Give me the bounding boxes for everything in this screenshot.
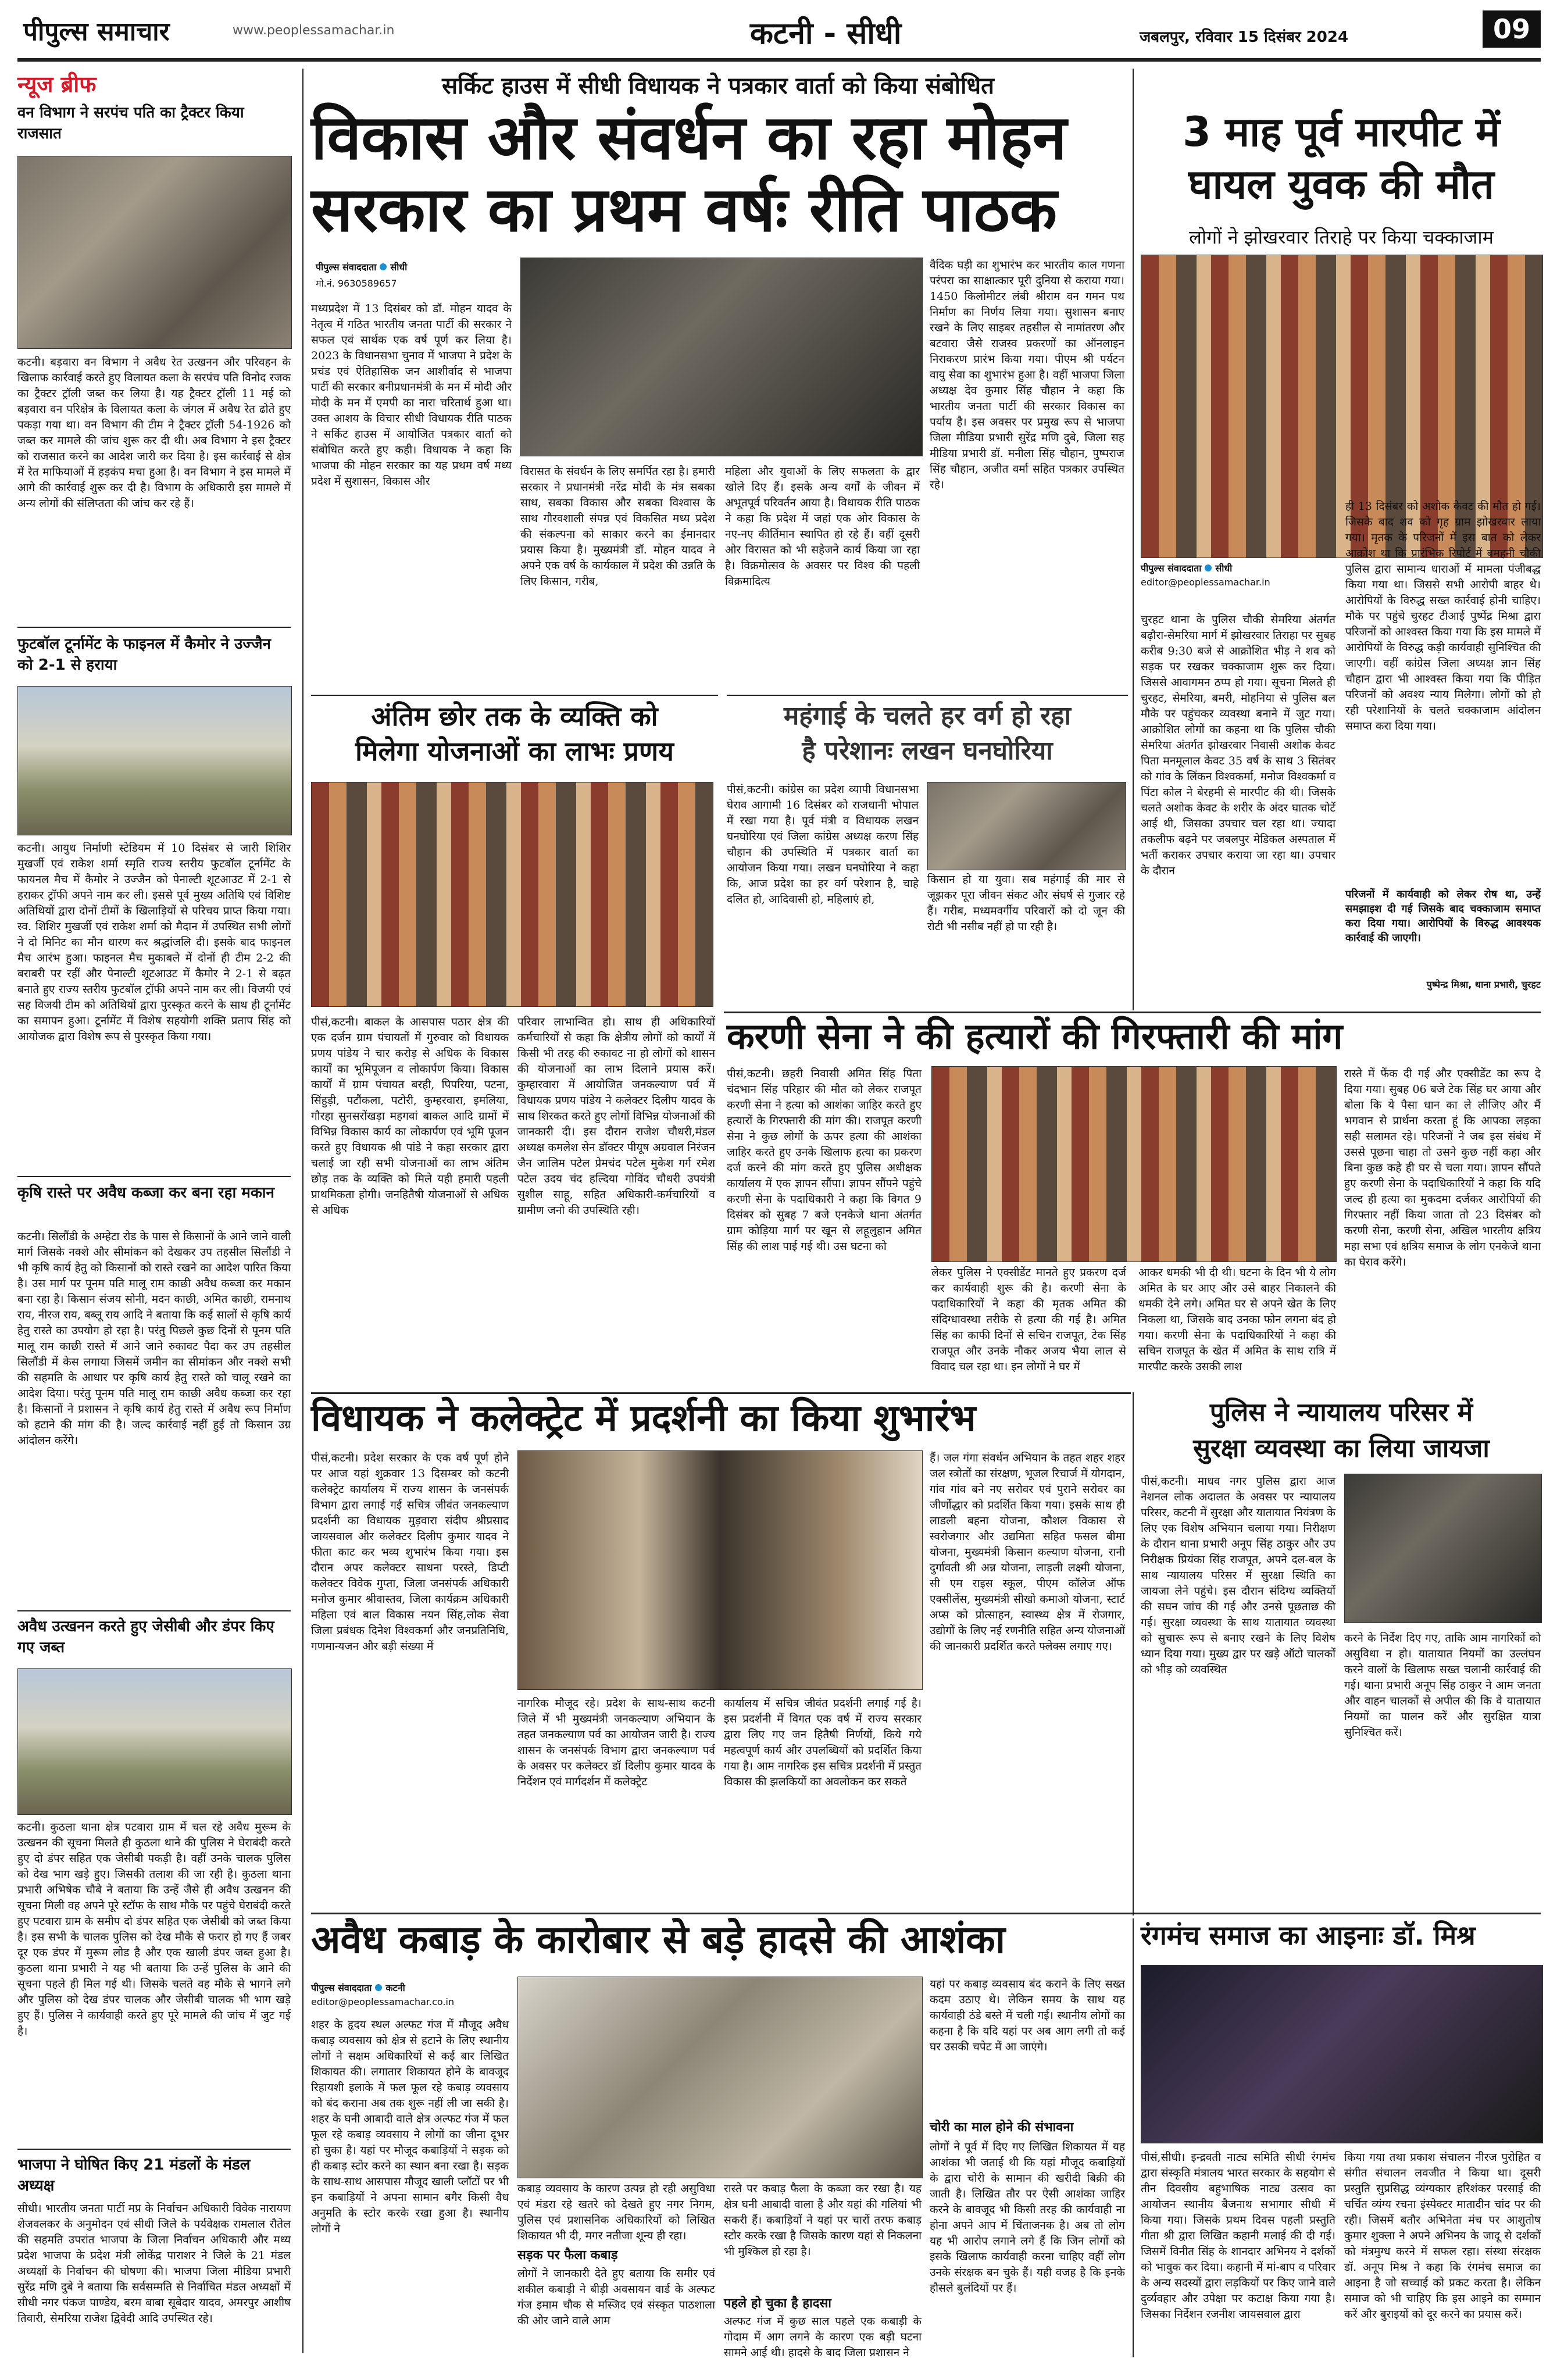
assault-quote-box bbox=[1345, 887, 1541, 1006]
brief-title: कृषि रास्ते पर अवैध कब्जा कर बना रहा मकान bbox=[17, 1184, 274, 1202]
scrap-col3b: अल्फट गंज में कुछ साल पहले एक कबाड़ी के गोदाम में आग लगने के कारण एक बड़ी घटना सामने आई थी। हादसे के बाद जिला प्रशासन ने bbox=[724, 2315, 922, 2359]
brief-body: कटनी। आयुध निर्माणी स्टेडियम में 10 दिसंबर से जारी शिशिर मुखर्जी एवं राकेश शर्मा स्मृति राज्य स्तरीय फुटबॉल टूर्नामेंट के फायनल मैच में कैमोर ने उज्जैन को पेनाल्टी शूटआउट में 2-1 से हराकर ट्रॉफी अपने नाम कर ली। इससे पूर्व मुख्य अतिथि एवं विशिष्ट अतिथियों द्वारा दोनों टीमों के खिलाड़ियों से परिचय प्राप्त किया गया। स्व. शिशिर मुखर्जी एवं राकेश शर्मा को मैदान में उपस्थित सभी लोगों ने दो मिनिट का मौन धारण कर श्रद्धांजलि दी। इसके बाद फाइनल मैच आरंभ हुआ। फाइनल मैच मुकाबले में दोनों ही टीम 2-2 की बराबरी पर रहीं और पेनाल्टी शूटआउट में कैमोर ने 2-1 से बढ़त बनाते हुए राज्य स्तरीय फुटबॉल ट्रॉफी अपने नाम कर ली। विजयी एवं सह विजयी टीम को अतिथियों द्वारा पुरस्कृत करने के साथ ही टूर्नामेंट का समापन हुआ। टूर्नामेंट में विशेष सहयोगी शक्ति प्रताप सिंह को आयोजक द्वारा विशेष रूप से पुरस्कृत किया गया। bbox=[17, 842, 291, 1043]
scrap-col2: कबाड़ व्यवसाय के कारण उत्पन्न हो रही असुविधा एवं मंडरा रहे खतरे को देखते हुए नगर निगम, पुलिस एवं प्रशासनिक अधिकारियों को लिखित शिकायत भी दी, मगर नतीजा शून्य ही रहा। bbox=[517, 2182, 715, 2242]
press-conference-photo bbox=[520, 258, 923, 456]
email: editor@peoplessamachar.co.in bbox=[311, 1996, 455, 2007]
theatre-group-photo bbox=[1141, 1965, 1543, 2143]
bullet-icon bbox=[380, 263, 387, 270]
scrap-subhead-accident: पहले हो चुका है हादसा bbox=[724, 2296, 831, 2311]
column-rule bbox=[1133, 1392, 1134, 1916]
divider bbox=[17, 1610, 291, 1611]
lead-col4: वैदिक घड़ी का शुभारंभ कर भारतीय काल गणना परंपरा का साक्षात्कार पूरी दुनिया से कराया गया। 1450 किलोमीटर लंबी श्रीराम वन गमन पथ निर्माण का निर्णय लिया गया। सुशासन बनाए रखने के लिए साइबर तहसील से नामांतरण और बटवारा जैसे राजस्व प्रकरणों का ऑनलाइन निराकरण प्रारंभ किया गया। पीएम श्री पर्यटन वायु सेवा का शुभारंभ हुआ है। वहीं भाजपा जिला अध्यक्ष देव कुमार सिंह चौहान ने कहा कि भारतीय जनता पार्टी की सरकार विकास का पर्याय है। इस अवसर पर प्रमुख रूप से भाजपा जिला मीडिया प्रभारी सुरेंद्र मणि दुबे, जिला सह मीडिया प्रभारी डॉ. मनीला सिंह चौहान, पुष्पराज सिंह चौहान, अजीत वर्मा सहित पत्रकार उपस्थित रहे। bbox=[930, 259, 1124, 491]
pranay-event-photo bbox=[311, 782, 713, 1007]
scrap-yard-photo bbox=[517, 1977, 923, 2178]
exhibition-headline: विधायक ने कलेक्ट्रेट में प्रदर्शनी का किया शुभारंभ bbox=[311, 1397, 976, 1440]
lakhan-col1: पीसं,कटनी। कांग्रेस का प्रदेश व्यापी विधानसभा घेराव आगामी 16 दिसंबर को राजधानी भोपाल में रखा गया है। पूर्व मंत्री व विधायक लखन घनघोरिया एवं जिला कांग्रेस अध्यक्ष करण सिंह चौहान की उपस्थिति में पत्रकार वार्ता का आयोजन किया गया। लखन घनघोरिया ने कहा कि, आज प्रदेश का हर वर्ग परेशान है, चाहे दलित हो, आदिवासी हो, महिलाएं हो, bbox=[727, 783, 919, 906]
section-title: कटनी - सीधी bbox=[750, 16, 902, 51]
masthead-rule bbox=[17, 58, 1541, 62]
page-number: 09 bbox=[1483, 10, 1541, 48]
scrap-subhead-road: सड़क पर फैला कबाड़ bbox=[517, 2248, 618, 2263]
theatre-story bbox=[1141, 1918, 1542, 2360]
dateline: जबलपुर, रविवार 15 दिसंबर 2024 bbox=[1140, 28, 1349, 46]
lakhan-headline-line1: महंगाई के चलते हर वर्ग हो रहा bbox=[783, 701, 1072, 731]
byline-name: पीपुल्स संवाददाता bbox=[311, 1982, 372, 1993]
scrap-col2b: लोगों ने जानकारी देते हुए बताया कि समीर एवं शकील कबाड़ी ने बीड़ी अवसायन वार्ड के अल्फट गंज इमाम चौक से मस्जिद एवं संस्कृत पाठशाला की ओर जाने वाले आम bbox=[517, 2267, 715, 2327]
assault-subhead: लोगों ने झोखरवार तिराहे पर किया चक्काजाम bbox=[1189, 226, 1494, 248]
lead-col1: मध्यप्रदेश में 13 दिसंबर को डॉ. मोहन यादव के नेतृत्व में गठित भारतीय जनता पार्टी की सरकार ने सफल एवं सार्थक एक वर्ष पूर्ण कर लिया है। 2023 के विधानसभा चुनाव में भाजपा ने प्रदेश के प्रचंड एवं ऐतिहासिक जन आशीर्वाद से भाजपा पार्टी की सरकार बनीप्रधानमंत्री के मन में मोदी और मोदी के मन में एमपी का नारा चरितार्थ हुआ था। उक्त आशय के विचार सीधी विधायक रीति पाठक ने सर्किट हाउस में आयोजित पत्रकार वार्ता को संबोधित करते हुए कही। विधायक ने कहा कि भाजपा की मोहन सरकार का यह प्रथम वर्ष मध्य प्रदेश में सुशासन, विकास और bbox=[311, 302, 512, 488]
masthead bbox=[0, 0, 1557, 58]
brief-body: कटनी। सिलौंडी के अम्हेटा रोड के पास से किसानों के आने जाने वाली मार्ग जिसके नक्शे और सीमांकन को देखकर उप तहसील सिलौंडी ने भी कृषि कार्य हेतु को किसानों को रास्ते रखने का आदेश पारित किया है। उस मार्ग पर पूनम पति मालू राम काछी अवैध कब्जा कर मकान बना रहा है। किसान संजय सोनी, मदन काछी, अमित काछी, रामनाथ राय, नीरज राय, बब्लू राय आदि ने बताया कि कई सालों से कृषि कार्य हेतु रास्ते का उपयोग हो रहा है। परंतु पिछले कुछ दिनों से पूनम पति मालू राम काछी रास्ते में आने जाने रुकावट पैदा कर उप तहसील सिलौंडी में केस लगाया जिसमें जमीन का सीमांकन और नक्शे सभी की सहमति के आधार पर कृषि कार्य हेतु रास्ते को चालू रखने का आदेश दिया। परंतु पूनम पति मालू राम काछी अवैध कब्जा कर रहा है। किसानों ने प्रशासन ने कृषि कार्य हेतु रास्ते में अवैध रूप निर्माण को हटाने की मांग की है। जल्द कार्रवाई नहीं हुई तो किसान उग्र आंदोलन करेंगे। bbox=[17, 1230, 291, 1447]
byline-name: पीपुल्स संवाददाता bbox=[1141, 563, 1202, 574]
byline-place: सीधी bbox=[1215, 563, 1233, 574]
pranay-headline-line1: अंतिम छोर तक के व्यक्ति को bbox=[371, 701, 658, 732]
brand-logo: पीपुल्स समाचार bbox=[23, 17, 170, 47]
brief-body: कटनी। बड़वारा वन विभाग ने अवैध रेत उत्खनन और परिवहन के खिलाफ कार्रवाई करते हुए विलायत कला के सरपंच पति विनोद रजक का ट्रैक्टर ट्रॉली जब्त कर लिया है। यह ट्रैक्टर ट्रॉली 11 मई को बड़वारा वन परिक्षेत्र के विलायत कला के जंगल में अवैध रेत ढोते हुए पकड़ा गया था। वन विभाग की टीम ने ट्रैक्टर ट्रॉली 54-1926 को जब्त कर मामले की जांच शुरू कर दी थी। अब विभाग ने इस ट्रैक्टर को राजसात करने का आदेश जारी कर दिया है। इस कार्रवाई से क्षेत्र में रेत माफियाओं में हड़कंप मचा हुआ है। वन विभाग ने इस मामले में आगे की कार्रवाई शुरू कर दी है। विभाग के अधिकारी इस मामले में अन्य लोगों की संलिप्तता की जांच कर रहे हैं। bbox=[17, 356, 291, 510]
lead-story bbox=[311, 69, 1125, 696]
court-story bbox=[1141, 1398, 1542, 1910]
court-headline-line1: पुलिस ने न्यायालय परिसर में bbox=[1209, 1398, 1473, 1427]
assault-quote: परिजनों में कार्यवाही को लेकर रोष था, उन्हें समझाइश दी गई जिसके बाद चक्काजाम समाप्त करा दिया गया। आरोपियों के विरुद्ध आवश्यक कार्रवाई की जाएगी। bbox=[1345, 888, 1541, 944]
karni-story bbox=[727, 1016, 1541, 1394]
scrap-col1: शहर के हृदय स्थल अल्फट गंज में मौजूद अवैध कबाड़ व्यवसाय को क्षेत्र से हटाने के लिए स्थानीय लोगों ने सक्षम अधिकारियों से कई बार लिखित शिकायत की। लगातार शिकायत होने के बावजूद रिहायशी इलाके में फल फूल रहे कबाड़ व्यवसाय को बंद कराना अब तक शुरू नहीं ली जा सकी है। शहर के घनी आबादी वाले क्षेत्र अल्फट गंज में फल फूल रहे कबाड़ व्यवसाय ने लोगों का जीना दूभर हो चुका है। यहां पर मौजूद कबाड़ियों ने सड़क को ही कबाड़ स्टोर करने का स्थान बना रखा है। सड़क के साथ-साथ आसपास मौजूद खाली प्लॉटों पर भी इन कबाड़ियों ने अपना सामान बगैर किसी वैध अनुमति के स्टोर करके रखा हुआ है। स्थानीय लोगों ने bbox=[311, 2018, 509, 2235]
lead-kicker: सर्किट हाउस में सीधी विधायक ने पत्रकार वार्ता को किया संबोधित bbox=[442, 73, 994, 99]
scrap-story bbox=[311, 1918, 1125, 2360]
lakhan-col2: किसान हो या युवा। सब महंगाई की मार से जूझकर पूरा जीवन संकट और संघर्ष से गुजार रहे हैं। गरीब, मध्यमवर्गीय परिवारों को दो जून की रोटी भी नसीब नहीं हो पा रही है। bbox=[927, 873, 1125, 933]
lead-byline bbox=[316, 260, 490, 290]
divider bbox=[17, 627, 291, 628]
scrap-col3: रास्ते पर कबाड़ फैला के कब्जा कर रखा है। यह क्षेत्र घनी आबादी वाला है और यहां की गलियां भी सकरी हैं। कबाड़ियों ने यहां पर चारों तरफ कबाड़ स्टोर करके रखा है जिसके कारण यहां से निकलना भी मुश्किल हो रहा है। bbox=[724, 2182, 922, 2258]
bullet-icon bbox=[1205, 564, 1212, 571]
exhibition-col1: पीसं,कटनी। प्रदेश सरकार के एक वर्ष पूर्ण होने पर आज यहां शुक्रवार 13 दिसम्बर को कटनी कलेक्ट्रेट कार्यालय में राज्य शासन के जनसंपर्क विभाग द्वारा लगाई गई सचित्र जीवंत जनकल्याण प्रदर्शनी का विधायक मुड़वारा संदीप श्रीप्रसाद जायसवाल और कलेक्टर दिलीप कुमार यादव ने फीता काट कर भव्य शुभारंभ किया गया। इस दौरान अपर कलेक्टर साधना परस्ते, डिप्टी कलेक्टर विवेक गुप्ता, जिला जनसंपर्क अधिकारी मनोज कुमार श्रीवास्तव, जिला कार्यक्रम अधिकारी महिला एवं बाल विकास नयन सिंह,लोक सेवा जिला प्रबंधक दिनेश विश्वकर्मा और जनप्रतिनिधि, गणमान्यजन और बड़ी संख्या में bbox=[311, 1452, 509, 1653]
karni-col2: लेकर पुलिस ने एक्सीडेंट मानते हुए प्रकरण दर्ज कर कार्यवाही शुरू की है। करणी सेना के पदाधिकारियों ने कहा की मृतक अमित की संदिग्धावस्था तरीके से हत्या की गई है। अमित सिंह का काफी दिनों से सचिन राजपूत, टेक सिंह राजपूत और उनके नौकर अजय भैया लाल से विवाद चल रहा था। इन लोगों ने घर में bbox=[931, 1266, 1126, 1373]
email: editor@peoplessamachar.in bbox=[1141, 577, 1270, 588]
assault-col2: ही 13 दिसंबर को अशोक केवट की मौत हो गई। जिसके बाद शव को गृह ग्राम झोखरवार लाया गया। मृतक के परिजनों में इस बात को लेकर आक्रोश था कि प्रारंभिक रिपोर्ट में बमहनी चौकी पुलिस द्वारा सामान्य धाराओं में मामला पंजीबद्ध किया गया था। जिससे सभी आरोपी बाहर थे। आरोपियों के विरुद्ध सख्त कार्रवाई होनी चाहिए। मौके पर पहुंचे चुरहट टीआई पुष्पेंद्र मिश्रा द्वारा परिजनों को आश्वस्त किया गया कि इस मामले में आरोपियों के विरुद्ध कड़ी कार्यवाही सुनिश्चित की जाएगी। वहीं कांग्रेस जिला अध्यक्ष ज्ञान सिंह चौहान द्वारा भी आश्वस्त किया गया कि पीड़ित परिजनों को अवश्य न्याय मिलेगा। लोगों को हो रही परेशानियों के चलते चक्काजाम आंदोलन समाप्त करा दिया गया। bbox=[1345, 500, 1541, 732]
pranay-story bbox=[311, 695, 718, 1017]
theatre-headline: रंगमंच समाज का आइनाः डॉ. मिश्र bbox=[1141, 1920, 1476, 1951]
pranay-col2: परिवार लाभान्वित हो। साथ ही अधिकारियों कर्मचारियों से कहा कि क्षेत्रीय लोगों को कार्यों में किसी भी तरह की रुकावट ना हो लोगों को शासन की योजनाओं का लाभ दिलाने प्रयास करें। कुम्हारवारा में आयोजित जनकल्याण पर्व में विधायक प्रणय पांडेय ने कलेक्टर दिलीप यादव के साथ शिरकत करते हुए लोगों विभिन्न योजनाओं की जानकारी दी। इस दौरान राजेश चौधरी,मंडल अध्यक्ष कमलेश सेन डॉक्टर पीयूष अग्रवाल निरंजन जैन जालिम पटेल प्रेमचंद पटेल मुकेश गर्ग रमेश पटेल उदय चंद हल्दिया गोविंद चौधरी उपयंत्री सुशील साहू, सहित अधिकारी-कर्मचारियों व ग्रामीण जनो की उपस्थिति रही। bbox=[517, 1016, 715, 1217]
assault-headline-line1: 3 माह पूर्व मारपीट में bbox=[1183, 108, 1500, 156]
brief-title: फुटबॉल टूर्नामेंट के फाइनल में कैमोर ने उज्जैन को 2-1 से हराया bbox=[17, 635, 271, 674]
karni-col1: पीसं,कटनी। छहरी निवासी अमित सिंह पिता चंदभान सिंह परिहार की मौत को लेकर राजपूत करणी सेना ने हत्या को आशंका जाहिर करते हुए हत्यारों के गिरफ्तारी की मांग की। राजपूत करणी सेना ने कुछ लोगों के ऊपर हत्या की आशंका जाहिर करते हुए उनके खिलाफ हत्या का प्रकरण दर्ज करने की मांग करते हुए पुलिस अधीक्षक कार्यालय में एक ज्ञापन सौंपा। ज्ञापन सौंपने पहुंचे करणी सेना के पदाधिकारी ने कहा कि विगत 9 दिसंबर को सुबह 7 बजे एनकेजे थाना अंतर्गत ग्राम कोड़िया मार्ग पर खून से लहूलुहान अमित सिंह की लाश पाई गई थी। उस घटना को bbox=[727, 1067, 922, 1253]
scrap-col4b: लोगों ने पूर्व में दिए गए लिखित शिकायत में यह आशंका भी जताई थी कि यहां मौजूद कबाड़ियों के द्वारा चोरी के सामान की खरीदी बिक्री की जाती है। लिखित तौर पर ऐसी आशंका जाहिर करने के बावजूद भी किसी तरह की कार्यवाही ना होना अपने आप में चिंताजनक है। अब तो लोग यह भी आरोप लगाने लगे हैं कि जिन लोगों को इसके खिलाफ कार्यवाही करना चाहिए वहीं लोग उनके संरक्षक बन चुके हैं। यही वजह है कि इनके हौसले बुलंदियों पर हैं। bbox=[930, 2140, 1125, 2295]
court-col2: करने के निर्देश दिए गए, ताकि आम नागरिकों को असुविधा न हो। यातायात नियमों का उल्लंघन करने वालों के खिलाफ सख्त चलानी कार्रवाई की गई। थाना प्रभारी अनूप सिंह ठाकुर ने आम जनता और वाहन चालकों से अपील की कि वे यातायात नियमों का पालन करें और सुरक्षित यात्रा सुनिश्चित करें। bbox=[1344, 1632, 1541, 1739]
divider bbox=[17, 1176, 291, 1177]
assault-headline-line2: घायल युवक की मौत bbox=[1188, 160, 1494, 208]
brief-title: भाजपा ने घोषित किए 21 मंडलों के मंडल अध्यक्ष bbox=[17, 2156, 251, 2195]
exhibition-col2: नागरिक मौजूद रहे। प्रदेश के साथ-साथ कटनी जिले में भी मुख्यमंत्री जनकल्याण अभियान के तहत जनकल्याण पर्व का आयोजन जारी है। राज्य शासन के जनसंपर्क विभाग द्वारा जनकल्याण पर्व के अवसर पर कलेक्टर डॉ दिलीप कुमार यादव के निर्देशन एवं मार्गदर्शन में कलेक्ट्रेट bbox=[517, 1697, 715, 1788]
exhibition-col3: कार्यालय में सचित्र जीवंत प्रदर्शनी लगाई गई है।इस प्रदर्शनी में विगत एक वर्ष में राज्य सरकार द्वारा लिए गए जन हितैषी निर्णयों, किये गये महत्वपूर्ण कार्य और उपलब्धियों को प्रदर्शित किया गया है। आम नागरिक इस सचित्र प्रदर्शनी में प्रस्तुत विकास की झलकियों का अवलोकन कर सकते bbox=[724, 1697, 922, 1788]
website: www.peoplessamachar.in bbox=[233, 23, 395, 38]
lead-col2: विरासत के संवर्धन के लिए समर्पित रहा है। हमारी सरकार ने प्रधानमंत्री नरेंद्र मोदी के मंत्र सबका साथ, सबका विकास और सबका विश्वास के साथ गौरवशाली संपन्न एवं विकसित मध्य प्रदेश की संकल्पना को साकार करने का ईमानदार प्रयास किया है। मुख्यमंत्री डॉ. मोहन यादव ने अपने एक वर्ष के कार्यकाल में प्रदेश की उन्नति के लिए किसान, गरीब, bbox=[520, 465, 715, 588]
karni-headline: करणी सेना ने की हत्यारों की गिरफ्तारी की मांग bbox=[727, 1015, 1343, 1057]
byline-name: पीपुल्स संवाददाता bbox=[316, 262, 377, 273]
court-col1: पीसं,कटनी। माधव नगर पुलिस द्वारा आज नेशनल लोक अदालत के अवसर पर न्यायालय परिसर, कटनी में सुरक्षा और यातायात नियंत्रण के लिए एक विशेष अभियान चलाया गया। निरीक्षण के दौरान थाना प्रभारी अनूप सिंह ठाकुर और उप निरीक्षक प्रियंका सिंह राजपूत, अपने दल-बल के साथ न्यायालय परिसर में सुरक्षा स्थिति का जायजा लेने पहुंचे। इस दौरान संदिग्ध व्यक्तियों की सघन जांच की गई और उनसे पूछताछ की गई। सुरक्षा व्यवस्था के साथ यातायात व्यवस्था को सुचारू रूप से बनाए रखने के लिए विशेष ध्यान दिया गया। मुख्य द्वार पर खड़े ऑटो चालकों को भीड़ को व्यवस्थित bbox=[1141, 1475, 1335, 1676]
lakhan-headline-line2: है परेशानः लखन घनघोरिया bbox=[802, 736, 1053, 766]
news-brief-label: न्यूज ब्रीफ bbox=[17, 72, 97, 97]
scrap-byline bbox=[311, 1981, 509, 2007]
divider bbox=[724, 1012, 1541, 1013]
brief-body: सीधी। भारतीय जनता पार्टी मप्र के निर्वाचन अधिकारी विवेक नारायण शेजवलकर के अनुमोदन एवं सीधी जिले के पर्यवेक्षक रामलाल रौतेल की सहमति उपरांत भाजपा के जिला निर्वाचन अधिकारी और मध्य प्रदेश भाजपा के प्रदेश मंत्री लोकेंद्र पाराशर ने जिले के 21 मंडल अध्यक्षों के निर्वाचन की घोषणा की। भाजपा जिला मीडिया प्रभारी सुरेंद्र मणि दुबे ने बताया कि सर्वसम्मति से निर्वाचित मंडल अध्यक्षों में सीधी नगर पंकज पाण्डेय, बरम बाबा सूबेदार यादव, अमरपुर आशीष तिवारी, सेमरिया राजेश द्विवेदी आदि उपस्थित रहे। bbox=[17, 2202, 291, 2325]
karni-col3: आकर धमकी भी दी थी। घटना के दिन भी ये लोग अमित के घर आए और उसे बाहर निकालने की धमकी देने लगे। अमित घर से अपने खेत के लिए निकला था, जिसके बाद उनका फोन लगना बंद हो गया। करणी सेना के पदाधिकारियों ने कहा की सचिन राजपूत के खेत में अमित के साथ रात्रि में मारपीट करके उसकी लाश bbox=[1138, 1266, 1336, 1373]
court-inspection-photo bbox=[1344, 1474, 1542, 1623]
divider bbox=[311, 695, 718, 696]
scrap-headline: अवैध कबाड़ के कारोबार से बड़े हादसे की आशंका bbox=[311, 1917, 1005, 1962]
lead-col3: महिला और युवाओं के लिए सफलता के द्वार खोले दिए हैं। इसके अन्य वर्गों के जीवन में अभूतपूर्व परिवर्तन आया है। विधायक रीति पाठक ने कहा कि प्रदेश में जहां एक ओर विकास के नए-नए कीर्तिमान स्थापित हो रहे हैं। वहीं दूसरी ओर विरासत को भी सहेजने कार्य किया जा रहा है। विक्रमोत्सव के अवसर पर विश्व की पहली विक्रमादित्य bbox=[725, 465, 920, 588]
exhibition-story bbox=[311, 1398, 1125, 1910]
bullet-icon bbox=[375, 1984, 382, 1991]
assault-col1: चुरहट थाना के पुलिस चौकी सेमरिया अंतर्गत बढ़ौरा-सेमरिया मार्ग में झोखरवार तिराहा पर सुबह करीब 9:30 बजे से आक्रोशित भीड़ ने शव को सड़क पर रखकर चक्काजाम शुरू कर दिया। जिससे आवागमन ठप्प हो गया। सूचना मिलते ही चुरहट, सेमरिया, बमरी, मोहनिया से पुलिस बल मौके पर पहुंचकर व्यवस्था बनाने में जुट गया। आक्रोशित लोगों का कहना था कि पुलिस चौकी सेमरिया अंतर्गत झोखरवार निवासी अशोक केवट पिता मनमूलाल केवट 35 वर्ष के साथ 3 सितंबर को गांव के लिंकन विश्वकर्मा, मनोज विश्वकर्मा व पिंटा कोल ने बेरहमी से मारपीट की थी। जिसके चलते अशोक केवट के शरीर के अंदर घातक चोटें आई थी, जिसका उपचार चल रहा था। ज्यादा तकलीफ बढ़ने पर जबलपुर मेडिकल अस्पताल में भर्ती कराकर उपचार कराया जा रहा था। उपचार के दौरान bbox=[1141, 613, 1335, 877]
theatre-col1: पीसं,सीधी। इन्द्रवती नाट्य समिति सीधी रंगमंच द्वारा संस्कृति मंत्रालय भारत सरकार के सहयोग से तीन दिवसीय बहुभाषिक नाट्य उत्सव का आयोजन स्थानीय बैजनाथ सभागार सीधी में किया गया। जिसके प्रथम दिवस पहली प्रस्तुति गीता श्री द्वारा लिखित कहानी मलाई की दी गई। जिसमें विनीत सिंह के शानदार अभिनय ने दर्शकों को भावुक कर दिया। कहानी में मां-बाप व परिवार के अन्य सदस्यों द्वारा लड़कियों पर किए जाने वाले दुर्व्यवहार और उपेक्षा पर कटाक्ष किया गया है। जिसका निर्देशन रजनीश जायसवाल द्वारा bbox=[1141, 2151, 1335, 2321]
brief-title: अवैध उत्खनन करते हुए जेसीबी और डंपर किए गए जब्त bbox=[17, 1618, 274, 1656]
lakhan-press-photo bbox=[927, 782, 1126, 870]
brief-body: कटनी। कुठला थाना क्षेत्र पटवारा ग्राम में चल रहे अवैध मुरूम के उत्खनन की सूचना मिलते ही कुठला थाने की पुलिस ने घेराबंदी करते हुए दो डंपर सहित एक जेसीबी पकड़ी है। वहीं उनके चालक पुलिस को देख भाग खड़े हुए। जिसकी तलाश की जा रही है। कुठला थाना प्रभारी अभिषेक चौबे ने बताया कि उन्हें जैसे ही अवैध उत्खनन की सूचना मिली वह अपने पूरे स्टॉफ के साथ मौके पर पहुंचे घेराबंदी करते हुए पटवारा ग्राम के समीप दो डंपर सहित एक जेसीबी को जब्त किया है। इस सभी के चालक पुलिस को देख मौके से फरार हो गए हैं जबर दूर एक डंपर में मुरूम लोड है और एक खाली डंपर जब्त हुआ है। कुठला थाना प्रभारी ने यह भी बताया कि उन्हें पुलिस के आने की सूचना पहले ही मिल गई थी। जिसके चलते वह मौके से भागने लगे और पुलिस को देख डंपर चालक और जेसीबी चालक भी भाग खड़े हुए हैं। पुलिस ने कार्यवाही करते हुए पूरे मामले की जांच में जुट गई है। bbox=[17, 1821, 291, 2038]
jcb-photo bbox=[17, 1668, 292, 1815]
lakhan-story bbox=[727, 695, 1128, 933]
assault-story bbox=[1141, 69, 1542, 1010]
court-headline-line2: सुरक्षा व्यवस्था का लिया जायजा bbox=[1193, 1434, 1490, 1463]
mobile-number: मो.नं. 9630589657 bbox=[316, 278, 397, 289]
tractor-photo bbox=[17, 156, 292, 349]
news-brief-column bbox=[17, 69, 297, 2359]
pranay-headline-line2: मिलेगा योजनाओं का लाभः प्रणय bbox=[355, 735, 674, 767]
divider bbox=[311, 1913, 1541, 1914]
column-rule bbox=[1133, 1918, 1134, 2357]
ribbon-cutting-photo bbox=[517, 1450, 923, 1690]
karni-col4: रास्ते में फेंक दी गई और एक्सीडेंट का रूप दे दिया गया। सुबह 06 बजे टेक सिंह घर आया और बोला कि ये पैसा धान का ले लीजिए और मैं भगवान से प्रार्थना करता हूं कि आपका लड़का सही सलामत रहे। परिजनों ने जब इस संबंध में उससे पूछना चाहा तो उसने कुछ नहीं कहा और बिना कुछ कहे ही घर से चला गया। ज्ञापन सौंपते हुए करणी सेना के पदाधिकारियों ने कहा कि यदि जल्द ही हत्या का मुकदमा दर्जकर आरोपियों की गिरफ्तार नहीं किया जाता तो 23 दिसंबर को करणी सेना, करणी सेना, अखिल भारतीय क्षत्रिय महा सभा एवं क्षत्रिय समाज के लोग एनकेजे थाना का घेराव करेंगे। bbox=[1344, 1067, 1541, 1268]
byline-place: कटनी bbox=[385, 1982, 405, 1993]
football-team-photo bbox=[17, 686, 292, 835]
divider bbox=[727, 695, 1128, 696]
brief-title: वन विभाग ने सरपंच पति का ट्रैक्टर किया राजसात bbox=[17, 104, 244, 142]
column-rule bbox=[302, 69, 303, 2353]
pranay-col1: पीसं,कटनी। बाकल के आसपास पठार क्षेत्र की एक दर्जन ग्राम पंचायतों में गुरुवार को विधायक प्रणय पांडेय ने चार करोड़ से अधिक के विकास कार्यों का भूमिपूजन व लोकार्पण किया। विकास कार्यों में ग्राम पंचायत बरही, पिपरिया, पटना, सिंहुड़ी, पटौंकला, पटोरी, कुम्हरवारा, इमलिया, गौरहा सुनसरोंखड़ा महगवां बाकल आदि ग्रामों में विभिन्न विकास कार्य का लोकार्पण एवं भूमि पूजन करते हुए विधायक श्री पांडे ने कहा सरकार द्वारा चलाई जा रही सभी योजनाओं का लाभ अंतिम छोड़ तक के व्यक्ति को मिले यही हमारी पहली प्राथमिकता होगी। जनहितैषी योजनाओं से अधिक से अधिक bbox=[311, 1016, 509, 1217]
lead-headline-line2: सरकार का प्रथम वर्षः रीति पाठक bbox=[311, 174, 1057, 245]
divider bbox=[17, 2149, 291, 2150]
divider bbox=[311, 1392, 1131, 1394]
byline-place: सीधी bbox=[390, 262, 408, 273]
karni-memorandum-photo bbox=[931, 1066, 1337, 1262]
exhibition-col4: हैं। जल गंगा संवर्धन अभियान के तहत शहर शहर जल स्त्रोतों का संरक्षण, भूजल रिचार्ज में योगदान, गांव गांव बने नए सरोवर एवं पुराने सरोवर का जीर्णोद्धार को प्रदर्शित किया गया। इसके साथ ही लाडली बहना योजना, कौशल विकास से स्वरोजगार और उद्यमिता सहित फसल बीमा योजना, मुख्यमंत्री किसान कल्याण योजना, रानी दुर्गावती श्री अन्न योजना, लाड़ली लक्ष्मी योजना, सी एम राइस स्कूल, पीएम कॉलेज ऑफ एक्सीलेंस, मुख्यमंत्री सीखो कमाओ योजना, स्टार्ट अप्स को प्रोत्साहन, स्वास्थ्य क्षेत्र में रोजगार, उद्योगों के लिए नई रणनीति सहित अन्य योजनाओं की जानकारी प्रदर्शित करते फ्लेक्स लगाए गए। bbox=[930, 1452, 1125, 1653]
theatre-col2: किया गया तथा प्रकाश संचालन नीरज पुरोहित व संगीत संचालन लवजीत ने किया था। दूसरी प्रस्तुति सुप्रसिद्ध व्यंग्यकार हरिशंकर परसाई की चर्चित व्यंग्य रचना इंस्पेक्टर मातादीन चांद पर की रही। जिसमें बतौर अभिनेता मंच पर आशुतोष कुमार शुक्ला ने अपने अभिनय के जादू से दर्शकों को मंत्रमुग्ध करने में सफल रहा। संस्था संरक्षक डॉ. अनूप मिश्र ने कहा कि रंगमंच समाज का आइना है जो सच्चाई को प्रकट करता है। लेकिन समाज को भी चाहिए कि इस आइने का सम्मान करें और बुराइयों को दूर करने का प्रयास करें। bbox=[1344, 2151, 1541, 2321]
lead-headline-line1: विकास और संवर्धन का रहा मोहन bbox=[311, 102, 1067, 173]
column-rule bbox=[1133, 69, 1134, 1010]
assault-quote-by: पुष्पेन्द्र मिश्रा, थाना प्रभारी, चुरहट bbox=[1426, 979, 1541, 990]
scrap-col4: यहां पर कबाड़ व्यवसाय बंद कराने के लिए सख्त कदम उठाए थे। लेकिन समय के साथ यह कार्यवाही ठंडे बस्ते में चली गई। स्थानीय लोगों का कहना है कि यदि यहां पर अब आग लगी तो कई घर उसकी चपेट में आ जाएंगे। bbox=[930, 1978, 1125, 2053]
scrap-subhead-theft: चोरी का माल होने की संभावना bbox=[930, 2120, 1074, 2135]
